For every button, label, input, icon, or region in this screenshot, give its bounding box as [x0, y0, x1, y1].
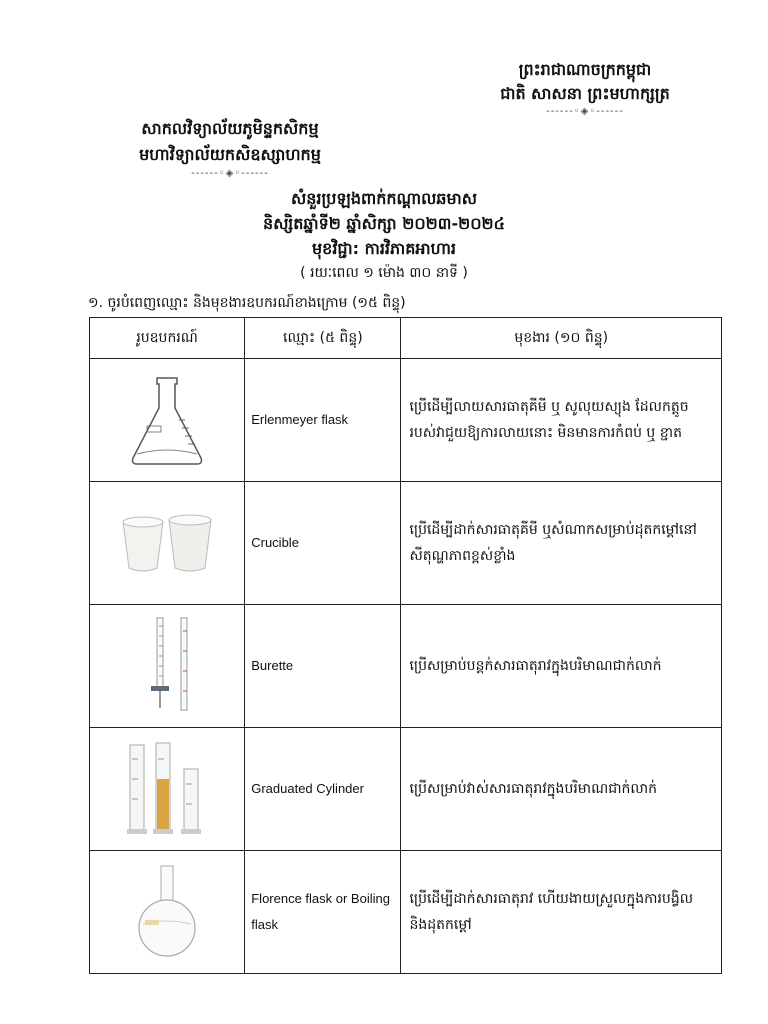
header-function: មុខងារ (១០ ពិន្ទុ) — [401, 318, 722, 359]
equipment-name: Crucible — [245, 482, 401, 605]
equipment-table — [89, 317, 722, 974]
exam-title: សំនួរប្រឡងពាក់កណ្ដាលឆមាស — [290, 189, 477, 208]
national-header — [470, 58, 700, 118]
equipment-function: ប្រើដើម្បីលាយសារធាតុគីមី ឬ សូលុយស្យុង ដែលកត្តូច របស់វាជួយឱ្យការលាយនោះ មិនមានការកំពប់ ឬ ខ្ជាត — [401, 359, 722, 482]
national-motto: ជាតិ សាសនា ព្រះមហាក្សត្រ — [500, 84, 670, 103]
burette-icon — [127, 616, 207, 716]
ornament-divider-2: ------◦◈◦------ — [191, 168, 269, 179]
ornament-divider: ------◦◈◦------ — [546, 106, 624, 117]
equipment-function: ប្រើដើម្បីដាក់សារធាតុគីមី ឬសំណាកសម្រាប់ដុតកម្ដៅនៅសីតុណ្ហភាពខ្ពស់ខ្លាំង — [401, 482, 722, 605]
header-name: ឈ្មោះ (៥ ពិន្ទុ) — [245, 318, 401, 359]
equipment-name: Burette — [245, 605, 401, 728]
picture-cell — [90, 605, 245, 728]
exam-duration: ( រយៈពេល ១ ម៉ោង ៣០ នាទី ) — [300, 265, 468, 281]
faculty-name: មហាវិទ្យាល័យកសិឧស្សាហកម្ម — [139, 145, 321, 164]
crucible-icon — [117, 508, 217, 578]
graduated-cylinder-icon — [122, 739, 212, 839]
kingdom-title: ព្រះរាជាណាចក្រកម្ពុជា — [518, 60, 652, 79]
picture-cell — [90, 482, 245, 605]
table-row — [90, 851, 722, 974]
equipment-function: ប្រើសម្រាប់វាស់សារធាតុរាវក្នុងបរិមាណជាក់លាក់ — [401, 728, 722, 851]
university-header — [95, 116, 365, 180]
picture-cell — [90, 851, 245, 974]
header-picture: រូបឧបករណ៍ — [90, 318, 245, 359]
equipment-function: ប្រើដើម្បីដាក់សារធាតុរាវ ហើយងាយស្រួលក្នុងការបង្វិល និងដុតកម្ដៅ — [401, 851, 722, 974]
question-instruction: ១. ចូរបំពេញឈ្មោះ និងមុខងារឧបករណ៍ខាងក្រោម (១៥ ពិន្ទុ) — [88, 295, 406, 311]
table-row — [90, 605, 722, 728]
table-header-row — [90, 318, 722, 359]
university-name: សាកលវិទ្យាល័យភូមិន្ទកសិកម្ម — [141, 119, 319, 138]
equipment-name: Erlenmeyer flask — [245, 359, 401, 482]
picture-cell — [90, 359, 245, 482]
table-row — [90, 728, 722, 851]
exam-heading — [0, 186, 768, 285]
exam-class: និស្សិតឆ្នាំទី២ ឆ្នាំសិក្សា ២០២៣-២០២៤ — [263, 214, 505, 233]
equipment-function: ប្រើសម្រាប់បន្តក់សារធាតុរាវក្នុងបរិមាណជាក់លាក់ — [401, 605, 722, 728]
table-row — [90, 359, 722, 482]
table-row — [90, 482, 722, 605]
erlenmeyer-flask-icon — [127, 370, 207, 470]
florence-flask-icon — [127, 862, 207, 962]
picture-cell — [90, 728, 245, 851]
equipment-name: Graduated Cylinder — [245, 728, 401, 851]
equipment-name: Florence flask or Boiling flask — [245, 851, 401, 974]
exam-subject: មុខវិជ្ជា: ការវិភាគអាហារ — [312, 239, 456, 258]
